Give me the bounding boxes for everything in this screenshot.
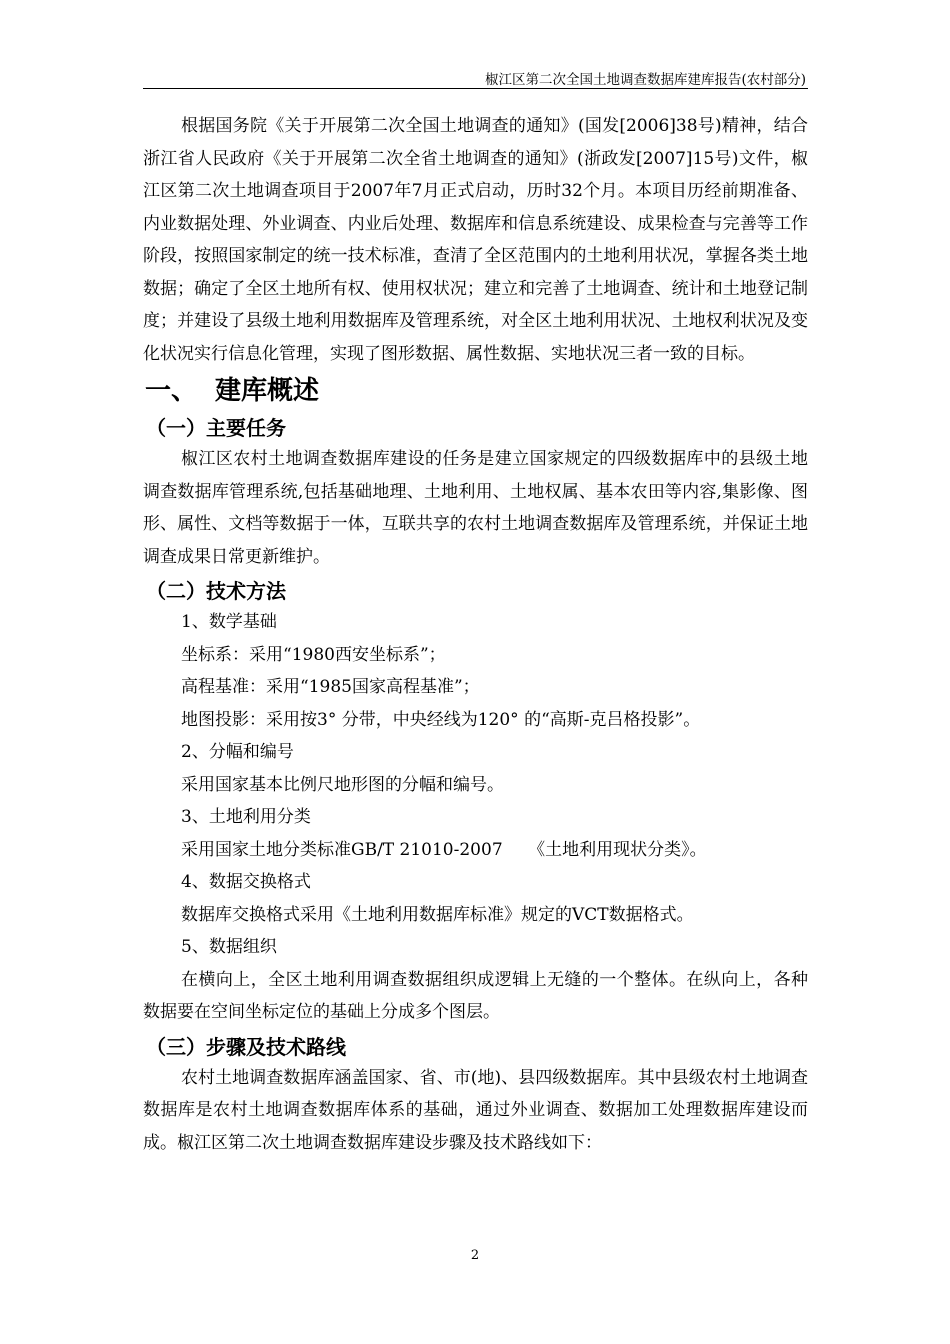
data-organization-paragraph: 在横向上，全区土地利用调查数据组织成逻辑上无缝的一个整体。在纵向上，各种数据要在空间坐标定位的基础上分成多个图层。 (143, 969, 808, 1022)
methods-line: 数据库交换格式采用《土地利用数据库标准》规定的VCT数据格式。 (181, 904, 694, 925)
methods-line: 5、数据组织 (181, 937, 277, 957)
steps-paragraph: 农村土地调查数据库涵盖国家、省、市(地)、县四级数据库。其中县级农村土地调查数据库是农村土地调查数据库体系的基础，通过外业调查、数据加工处理数据库建设而成。椒江区第二次土地调查数据库建设步骤及技术路线如下： (143, 1067, 808, 1153)
page-header (143, 64, 808, 89)
section-number: 一、 (145, 376, 198, 406)
methods-line: 高程基准：采用“1985国家高程基准”； (181, 677, 480, 697)
tasks-paragraph: 椒江区农村土地调查数据库建设的任务是建立国家规定的四级数据库中的县级土地调查数据库管理系统,包括基础地理、土地利用、土地权属、基本农田等内容,集影像、图形、属性、文档等数据于一体，互联共享的农村土地调查数据库及管理系统，并保证土地调查成果日常更新维护。 (143, 449, 808, 567)
methods-line: 采用国家土地分类标准GB/T 21010-2007 《土地利用现状分类》。 (181, 839, 707, 860)
subsection-heading-tasks: （一）主要任务 (146, 416, 286, 440)
page-number: 2 (470, 1248, 480, 1263)
methods-line: 地图投影：采用按3° 分带，中央经线为120° 的“高斯-克吕格投影”。 (181, 709, 701, 730)
intro-paragraph: 根据国务院《关于开展第二次全国土地调查的通知》(国发[2006]38号)精神，结合浙江省人民政府《关于开展第二次全省土地调查的通知》(浙政发[2007]15号)文件，椒江区第二次土地调查项目于2007年7月正式启动，历时32个月。本项目历经前期准备、内业数据处理、外业调查、内业后处理、数据库和信息系统建设、成果检查与完善等工作阶段，按照国家制定的统一技术标准，查清了全区范围内的土地利用状况，掌握各类土地数据；确定了全区土地所有权、使用权状况；建立和完善了土地调查、统计和土地登记制度；并建设了县级土地利用数据库及管理系统，对全区土地利用状况、土地权利状况及变化状况实行信息化管理，实现了图形数据、属性数据、实地状况三者一致的目标。 (143, 116, 808, 364)
methods-line: 坐标系：采用“1980西安坐标系”； (181, 644, 446, 665)
section-heading (145, 374, 808, 408)
subsection-heading-steps: （三）步骤及技术路线 (146, 1034, 346, 1059)
section-title: 建库概述 (215, 376, 320, 406)
subsection-heading-methods: （二）技术方法 (146, 579, 286, 603)
document-body (143, 110, 808, 1159)
header-title: 椒江区第二次全国土地调查数据库建库报告(农村部分) (484, 72, 806, 88)
methods-line: 1、数学基础 (181, 612, 277, 632)
methods-line: 2、分幅和编号 (181, 742, 294, 762)
methods-line: 4、数据交换格式 (181, 872, 311, 892)
methods-line: 3、土地利用分类 (181, 807, 311, 827)
methods-line: 采用国家基本比例尺地形图的分幅和编号。 (181, 774, 504, 795)
